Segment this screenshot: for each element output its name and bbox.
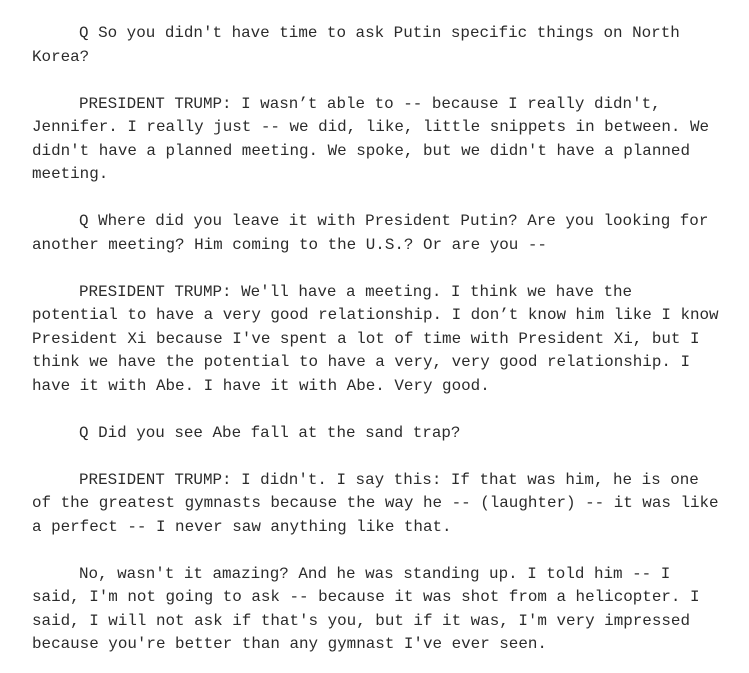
question-abe-sand-trap: Q Did you see Abe fall at the sand trap?	[79, 423, 461, 442]
answer-helicopter-shot: No, wasn't it amazing? And he was standing up. I told him -- I said, I'm not going to ask -- because it was shot from a helicopter. I said, I will not ask if that's you, but if it was, I'm very impressed because you're better than any gymnast I've ever seen.	[32, 564, 700, 653]
answer-greatest-gymnast: PRESIDENT TRUMP: I didn't. I say this: If that was him, he is one of the greatest gymnasts because the way he -- (laughter) -- it was like a perfect -- I never saw anything like that.	[32, 470, 719, 536]
answer-no-planned-meeting: PRESIDENT TRUMP: I wasn’t able to -- because I really didn't, Jennifer. I really just -- we did, like, little snippets in between. We didn't have a planned meeting. We spoke, but we didn't have a planned meeting.	[32, 94, 710, 183]
question-leave-it-with-putin: Q Where did you leave it with President Putin? Are you looking for another meeting? Him coming to the U.S.? Or are you --	[32, 212, 709, 254]
question-putin-north-korea: Q So you didn't have time to ask Putin specific things on North Korea?	[32, 24, 680, 66]
answer-good-relationship: PRESIDENT TRUMP: We'll have a meeting. I think we have the potential to have a very good relationship. I don’t know him like I know President Xi because I've spent a lot of time with President Xi, but I think we have the potential to have a very, very good relationship. I have it with Abe. I have it with Abe. Very good.	[32, 282, 719, 395]
transcript-page	[32, 22, 722, 657]
